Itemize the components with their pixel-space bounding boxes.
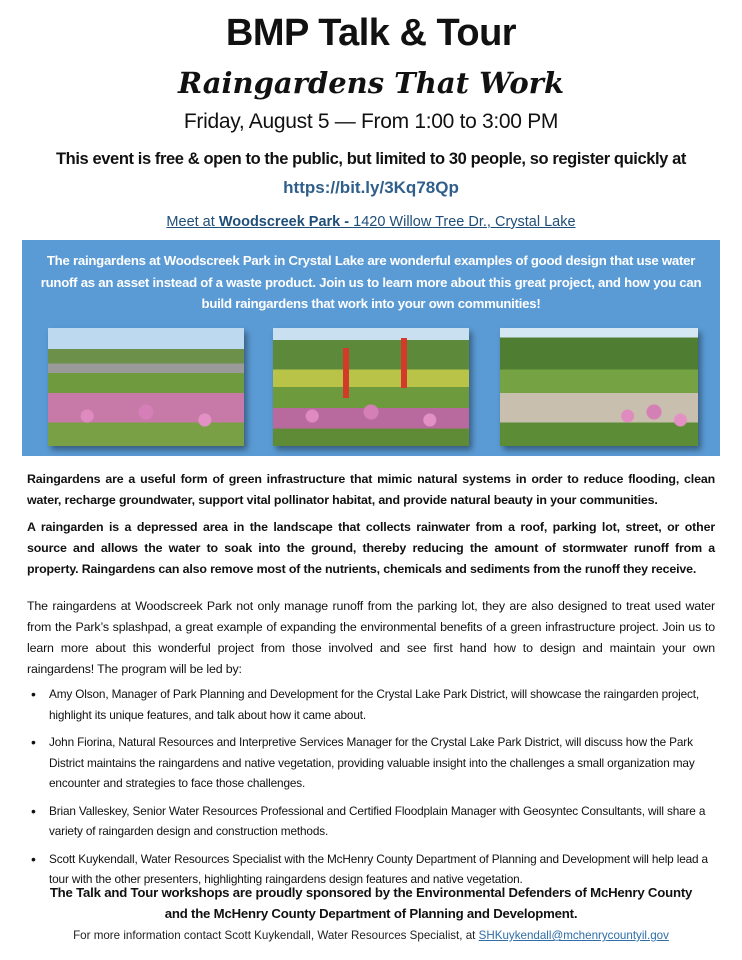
presenter-item xyxy=(27,732,717,794)
page-title: BMP Talk & Tour xyxy=(225,12,517,54)
registration-text: This event is free & open to the public, but limited to 30 people, so register quickly at xyxy=(55,150,687,168)
intro-banner xyxy=(22,240,720,456)
meeting-location-link[interactable] xyxy=(0,214,742,230)
page-subtitle: Raingardens That Work xyxy=(177,66,565,100)
sponsors-line-1: The Talk and Tour workshops are proudly sponsored by the Environmental Defenders of McHenry County xyxy=(49,885,693,900)
paragraph-how-it-works: A raingarden is a depressed area in the landscape that collects rainwater from a roof, parking lot, street, or other source and allows the water to soak into the ground, thereby reducing the amount of stormwater runoff from a property. Raingardens can also remove most of the nutrients, chemicals and sediments from the runoff they receive. xyxy=(27,520,715,576)
sponsors-line-2: and the McHenry County Department of Planning and Development. xyxy=(164,906,578,921)
meet-address: 1420 Willow Tree Dr., Crystal Lake xyxy=(353,214,576,230)
event-date: Friday, August 5 — From 1:00 to 3:00 PM xyxy=(183,110,559,133)
meet-place: Woodscreek Park - xyxy=(218,214,354,230)
paragraph-woodscreek: The raingardens at Woodscreek Park not only manage runoff from the parking lot, they are also designed to treat used water from the Park’s splashpad, a great example of expanding the environmental benefits of a green infrastructure project. Join us to learn more about this wonderful project from those involved and see first hand how to design and maintain your own raingardens! The program will be led by: xyxy=(27,599,715,676)
presenter-item xyxy=(27,684,717,725)
presenter-list xyxy=(27,684,717,890)
presenter-text: Scott Kuykendall, Water Resources Specialist with the McHenry County Department of Planning and Development will help lead a tour with the other presenters, highlighting raingardens design features and native vegetation. xyxy=(49,851,708,886)
raingarden-photo-parking-lot xyxy=(48,328,244,446)
contact-info xyxy=(0,929,742,942)
paragraph-definition: Raingardens are a useful form of green infrastructure that mimic natural systems in order to reduce flooding, clean water, recharge groundwater, support vital pollinator habitat, and provide natural beauty in your communities. xyxy=(27,472,715,507)
raingarden-photo-rock-bed xyxy=(500,328,698,446)
raingarden-photo-cardinal-flowers xyxy=(273,328,469,446)
bullet-icon: • xyxy=(31,850,36,867)
bullet-icon: • xyxy=(31,734,36,750)
sponsors xyxy=(0,882,742,924)
registration-link[interactable]: https://bit.ly/3Kq78Qp xyxy=(283,178,459,197)
contact-text: For more information contact Scott Kuykendall, Water Resources Specialist, at xyxy=(73,929,479,942)
presenter-text: John Fiorina, Natural Resources and Interpretive Services Manager for the Crystal Lake Park District, will discuss how the Park District maintains the raingardens and native vegetation, providing valuable insight into the challenges a small organization may encounter and strategies to face those challenges. xyxy=(49,735,695,790)
banner-text: The raingardens at Woodscreek Park in Crystal Lake are wonderful examples of good design that use water runoff as an asset instead of a waste product. Join us to learn more about this great project, and how you can build raingardens that work into your own communities! xyxy=(40,253,702,311)
presenter-text: Brian Valleskey, Senior Water Resources Professional and Certified Floodplain Manager with Geosyntec Consultants, will share a variety of raingarden design and construction methods. xyxy=(49,803,706,838)
meet-prefix: Meet at xyxy=(166,214,219,230)
presenter-text: Amy Olson, Manager of Park Planning and Development for the Crystal Lake Park District, will showcase the raingarden project, highlight its unique features, and talk about how it came about. xyxy=(49,687,700,722)
bullet-icon: • xyxy=(31,802,36,819)
presenter-item xyxy=(27,801,717,842)
bullet-icon: • xyxy=(31,686,36,702)
contact-email-link[interactable]: SHKuykendall@mchenrycountyil.gov xyxy=(478,929,669,942)
